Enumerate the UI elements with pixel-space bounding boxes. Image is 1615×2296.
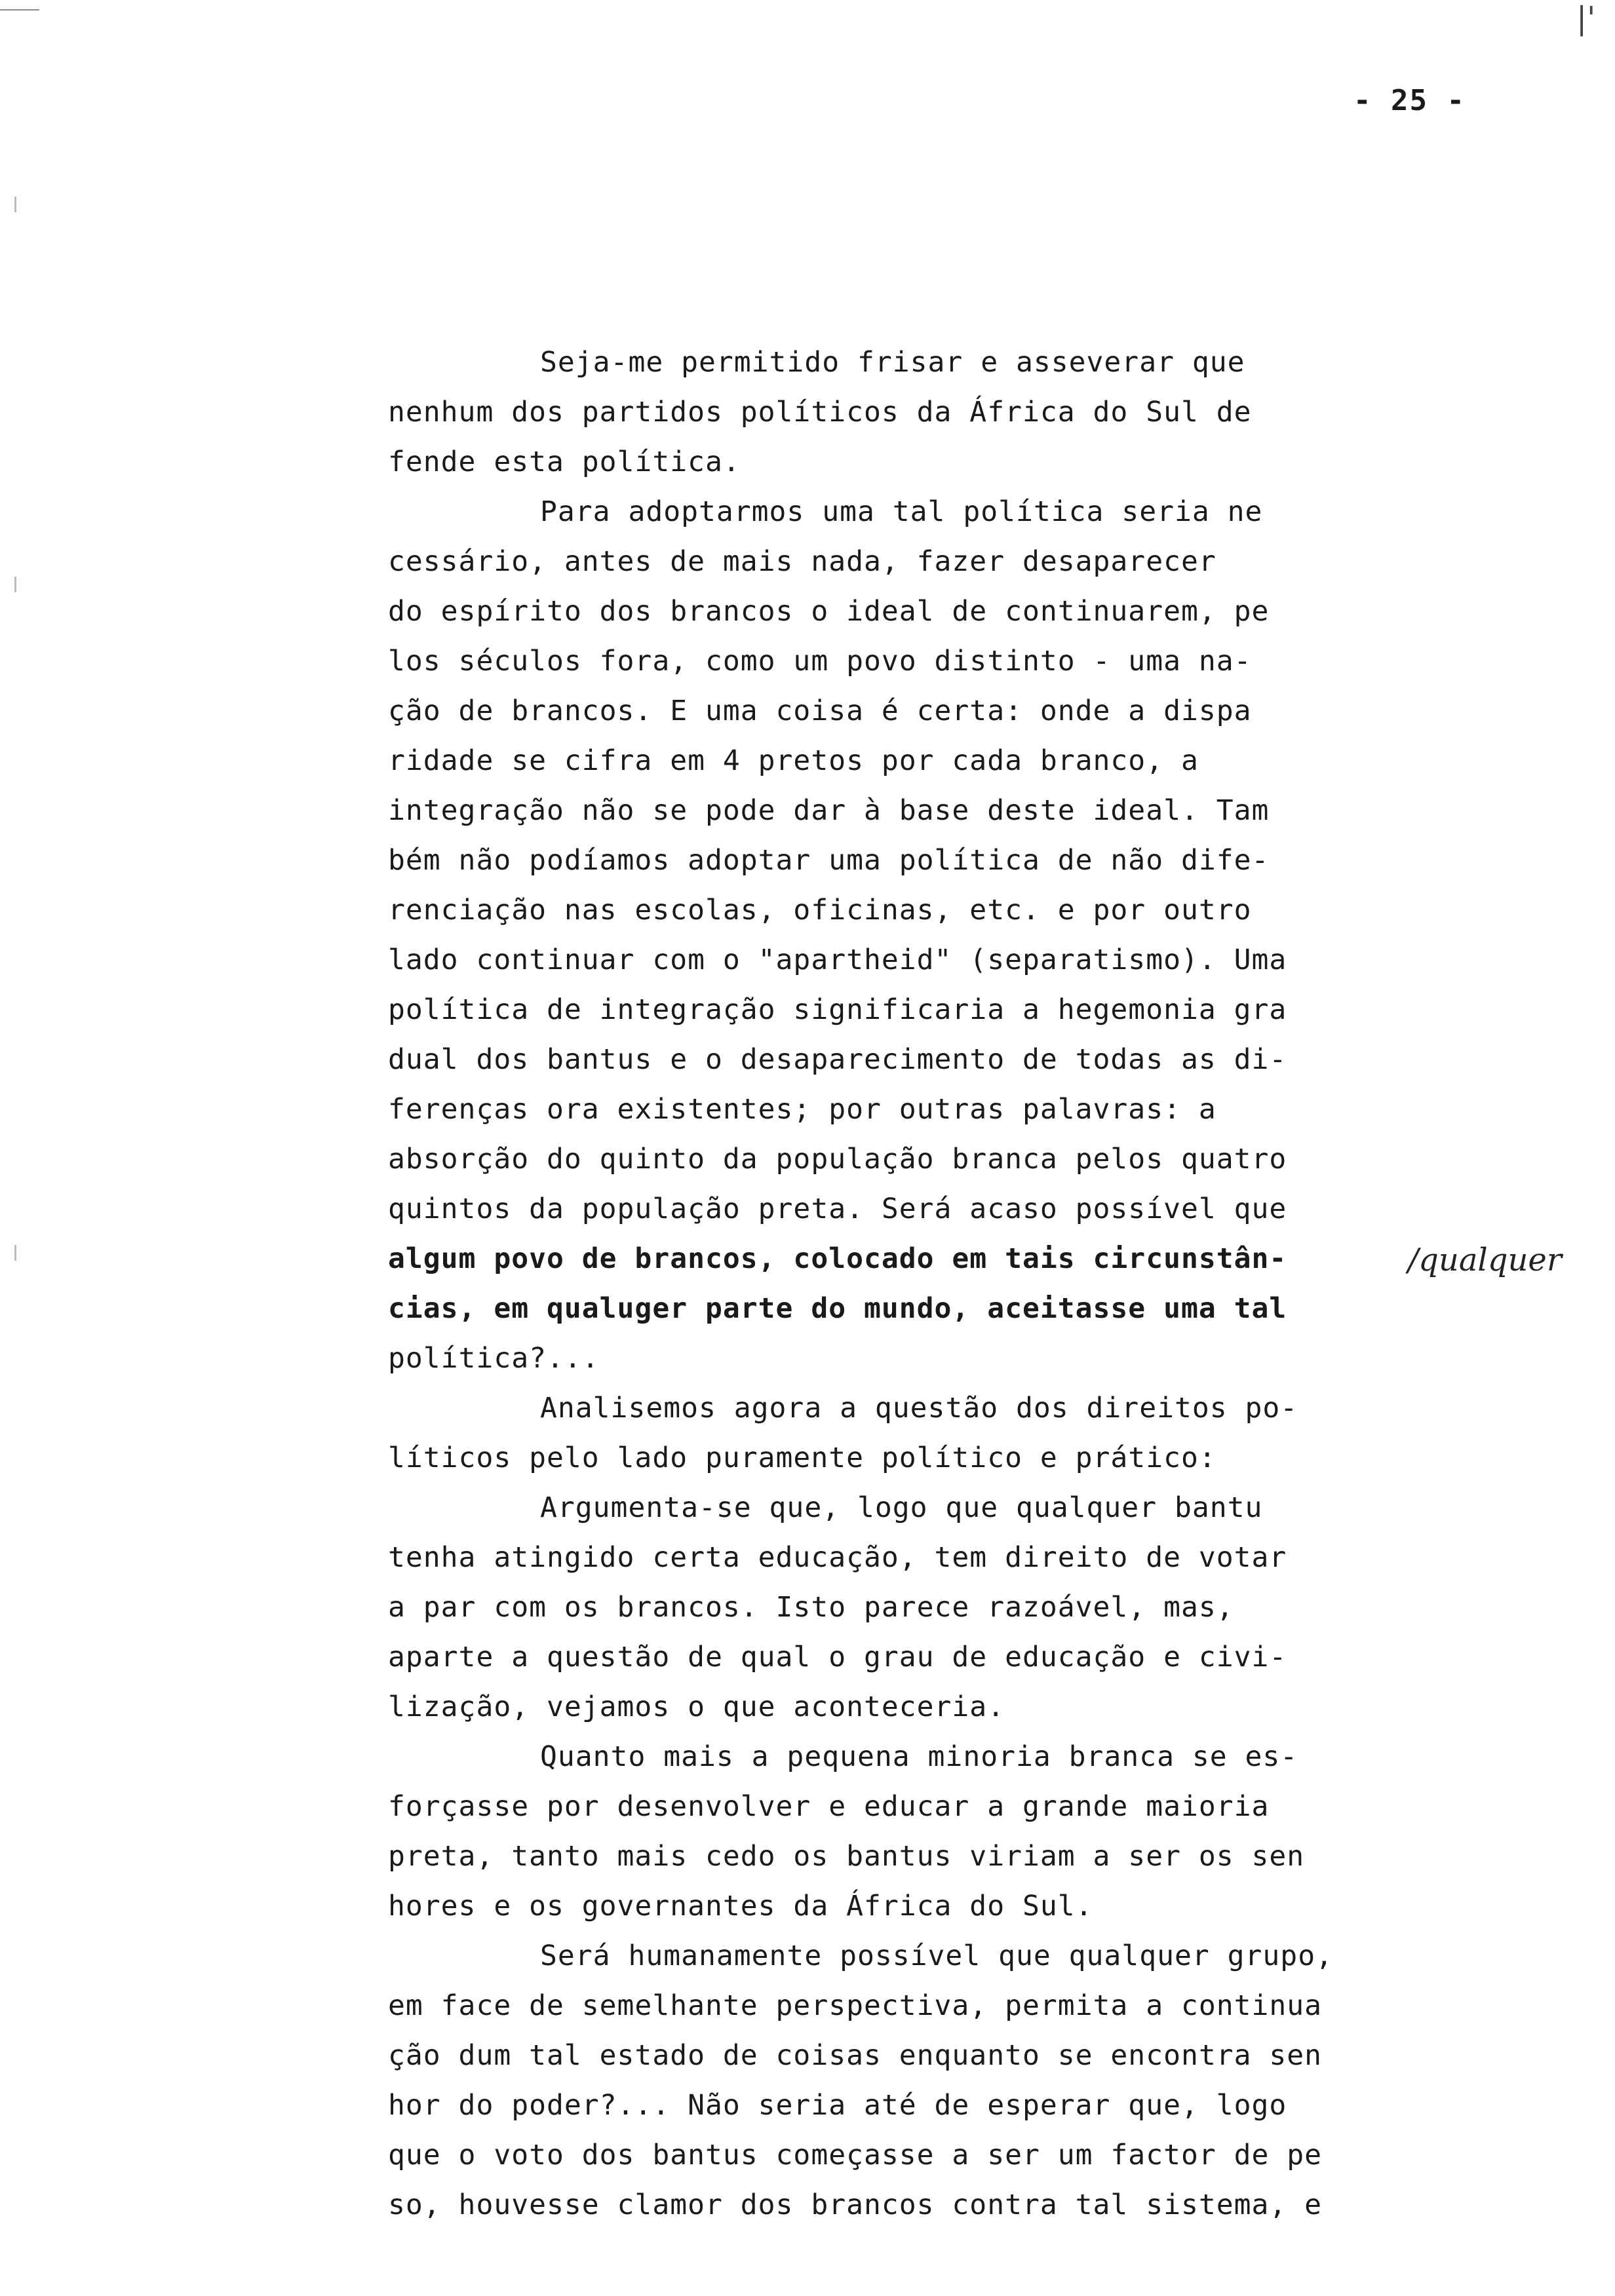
text-line: ridade se cifra em 4 pretos por cada branco, a — [388, 744, 1199, 777]
text-line: em face de semelhante perspectiva, permita a continua — [388, 1989, 1323, 2022]
page-number: - 25 - — [1353, 84, 1466, 117]
text-line: política de integração significaria a hegemonia gra — [388, 993, 1287, 1026]
corner-mark: |' — [1576, 0, 1596, 37]
text-line: ferenças ora existentes; por outras palavras: a — [388, 1093, 1216, 1126]
text-line: Para adoptarmos uma tal política seria ne — [540, 495, 1263, 528]
text-line: bém não podíamos adoptar uma política de não dife- — [388, 844, 1270, 877]
text-line: Será humanamente possível que qualquer grupo, — [540, 1940, 1333, 1972]
text-line: ção de brancos. E uma coisa é certa: onde a dispa — [388, 695, 1252, 727]
text-line: nenhum dos partidos políticos da África do Sul de — [388, 396, 1252, 429]
text-line: so, houvesse clamor dos brancos contra tal sistema, e — [388, 2189, 1323, 2221]
margin-speck — [14, 577, 16, 592]
text-line: integração não se pode dar à base deste ideal. Tam — [388, 794, 1270, 827]
text-line: forçasse por desenvolver e educar a grande maioria — [388, 1790, 1270, 1823]
text-line: Seja-me permitido frisar e asseverar que — [540, 346, 1245, 379]
margin-speck — [14, 1245, 16, 1261]
text-line: política?... — [388, 1342, 600, 1375]
text-line: ção dum tal estado de coisas enquanto se encontra sen — [388, 2039, 1323, 2072]
text-line: fende esta política. — [388, 446, 741, 478]
text-line: Argumenta-se que, logo que qualquer bantu — [540, 1491, 1263, 1524]
text-line: cias, em qualuger parte do mundo, aceitasse uma tal — [388, 1292, 1287, 1325]
text-line: los séculos fora, como um povo distinto - uma na- — [388, 645, 1252, 678]
text-line: lização, vejamos o que aconteceria. — [388, 1691, 1005, 1723]
text-line: Quanto mais a pequena minoria branca se es- — [540, 1740, 1298, 1773]
body-text — [388, 337, 1411, 2230]
text-line: absorção do quinto da população branca pelos quatro — [388, 1143, 1287, 1176]
text-line: dual dos bantus e o desaparecimento de todas as di- — [388, 1043, 1287, 1076]
text-line: lado continuar com o "apartheid" (separatismo). Uma — [388, 944, 1287, 976]
text-line: preta, tanto mais cedo os bantus viriam a ser os sen — [388, 1840, 1305, 1873]
text-line: tenha atingido certa educação, tem direito de votar — [388, 1541, 1287, 1574]
text-line: hores e os governantes da África do Sul. — [388, 1890, 1093, 1923]
text-line: algum povo de brancos, colocado em tais circunstân- — [388, 1242, 1287, 1275]
text-line: que o voto dos bantus começasse a ser um factor de pe — [388, 2139, 1323, 2172]
text-line: hor do poder?... Não seria até de esperar que, logo — [388, 2089, 1287, 2122]
text-line: renciação nas escolas, oficinas, etc. e por outro — [388, 894, 1252, 927]
handwritten-margin-note: /qualquer — [1408, 1242, 1562, 1278]
text-line: Analisemos agora a questão dos direitos po- — [540, 1392, 1298, 1425]
top-edge-mark — [0, 9, 39, 10]
text-line: do espírito dos brancos o ideal de continuarem, pe — [388, 595, 1270, 628]
text-line: aparte a questão de qual o grau de educação e civi- — [388, 1641, 1287, 1674]
text-line: líticos pelo lado puramente político e prático: — [388, 1442, 1216, 1474]
text-line: cessário, antes de mais nada, fazer desaparecer — [388, 545, 1216, 578]
text-line: quintos da população preta. Será acaso possível que — [388, 1193, 1287, 1225]
text-line: a par com os brancos. Isto parece razoável, mas, — [388, 1591, 1234, 1624]
margin-speck — [14, 197, 16, 212]
